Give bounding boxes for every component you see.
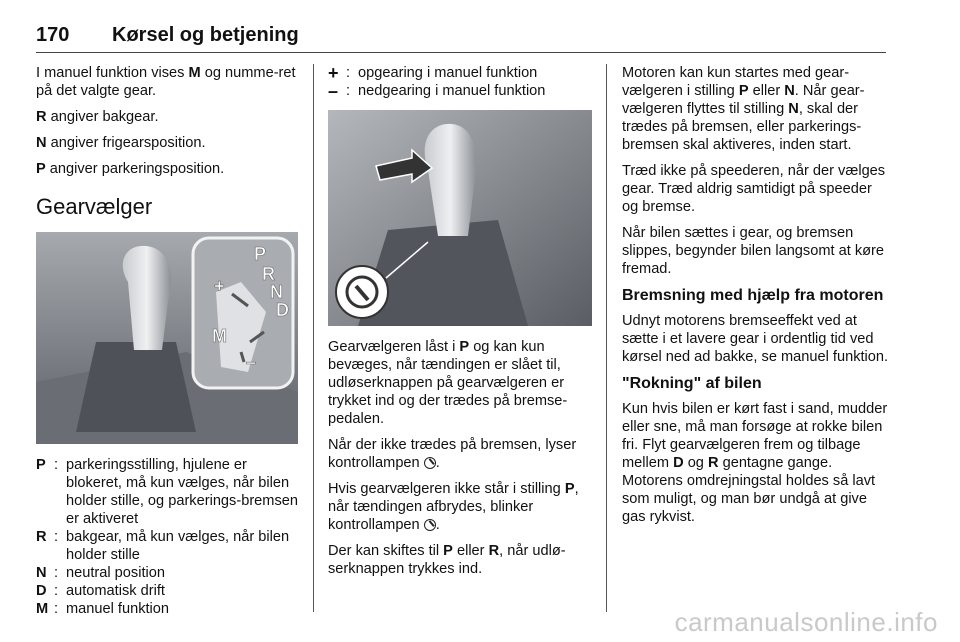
intro-paragraph: I manuel funktion vises M og numme-ret på det valgte gear. bbox=[36, 65, 296, 99]
control-lamp-icon bbox=[424, 519, 436, 531]
gear-line-p: P angiver parkeringsposition. bbox=[36, 161, 225, 177]
gate-label-n: N bbox=[270, 282, 283, 302]
column-right bbox=[622, 64, 890, 534]
gear-line-r: R angiver bakgear. bbox=[36, 109, 159, 125]
watermark: carmanualsonline.info bbox=[674, 607, 938, 637]
column-divider-2 bbox=[606, 64, 607, 612]
paragraph-shift-p-r: Der kan skiftes til P eller R, når udlø-serknappen trykkes ind. bbox=[328, 543, 566, 577]
heading-rocking: "Rokning" af bilen bbox=[622, 375, 762, 392]
boot bbox=[76, 342, 196, 432]
paragraph-rocking: Kun hvis bilen er kørt fast i sand, mudder eller sne, må man forsøge at rokke bilen fri. Flyt gearvælgeren frem og tilbage mellem D og R gentagne gange. Motorens omdrejningstal holdes så lavt som muligt, og man bør undgå at give gas rykvist. bbox=[622, 401, 888, 525]
gate-label-p: P bbox=[254, 244, 267, 264]
paragraph-accelerator: Træd ikke på speederen, når der vælges gear. Træd aldrig samtidigt på speeder og bremse. bbox=[622, 163, 886, 215]
paragraph-lamp-lit: Når der ikke trædes på bremsen, lyser kontrollampen . bbox=[328, 437, 577, 471]
paragraph-engine-braking: Udnyt motorens bremseeffekt ved at sætte i et lavere gear i ordentlig tid ved kørsel ned ad bakke, se manuel funktion. bbox=[622, 313, 889, 365]
definition-m: M : manuel funktion bbox=[36, 601, 170, 617]
gear-definition-list bbox=[36, 456, 298, 618]
release-button-figure bbox=[328, 110, 592, 326]
shift-definition-list bbox=[328, 64, 592, 100]
page-title: Kørsel og betjening bbox=[112, 24, 299, 46]
page-number: 170 bbox=[36, 24, 70, 46]
gate-label-d: D bbox=[276, 300, 289, 320]
heading-engine-braking: Bremsning med hjælp fra motoren bbox=[622, 287, 884, 304]
column-divider-1 bbox=[313, 64, 314, 612]
definition-minus: – : nedgearing i manuel funktion bbox=[328, 81, 546, 101]
paragraph-locked-p: Gearvælgeren låst i P og kan kun bevæges, når tændingen er slået til, udløserknappen på gearvælgeren er trykket ind og der trædes på bremse-pedalen. bbox=[328, 339, 568, 427]
paragraph-lamp-blinks: Hvis gearvælgeren ikke står i stilling P, når tændingen afbrydes, blinker kontrollampen . bbox=[328, 481, 579, 533]
gate-label-r: R bbox=[262, 264, 275, 284]
definition-plus: + : opgearing i manuel funktion bbox=[328, 63, 538, 83]
definition-p: P : parkeringsstilling, hjulene er blokeret, må kun vælges, når bilen holder stille, og parkerings-bremsen er aktiveret bbox=[36, 457, 298, 527]
section-heading-gearvaelger: Gearvælger bbox=[36, 194, 153, 219]
column-left bbox=[36, 64, 298, 618]
gate-label-minus: – bbox=[246, 352, 257, 372]
gear-selector-figure bbox=[36, 232, 298, 444]
gate-label-m: M bbox=[212, 326, 227, 346]
gear-line-n: N angiver frigearsposition. bbox=[36, 135, 206, 151]
column-middle bbox=[328, 64, 592, 586]
paragraph-engine-start: Motoren kan kun startes med gear-vælgeren i stilling P eller N. Når gear-vælgeren flyttes til stilling N, skal der trædes på bremsen, eller parkerings-bremsen skal aktiveres, inden start. bbox=[622, 65, 865, 153]
definition-d: D : automatisk drift bbox=[36, 583, 165, 599]
page-header bbox=[36, 22, 886, 53]
definition-n: N : neutral position bbox=[36, 565, 165, 581]
gate-label-plus: + bbox=[214, 276, 225, 296]
paragraph-creep: Når bilen sættes i gear, og bremsen slippes, begynder bilen langsomt at køre fremad. bbox=[622, 225, 885, 277]
control-lamp-icon bbox=[424, 457, 436, 469]
definition-r: R : bakgear, må kun vælges, når bilen holder stille bbox=[36, 529, 290, 563]
